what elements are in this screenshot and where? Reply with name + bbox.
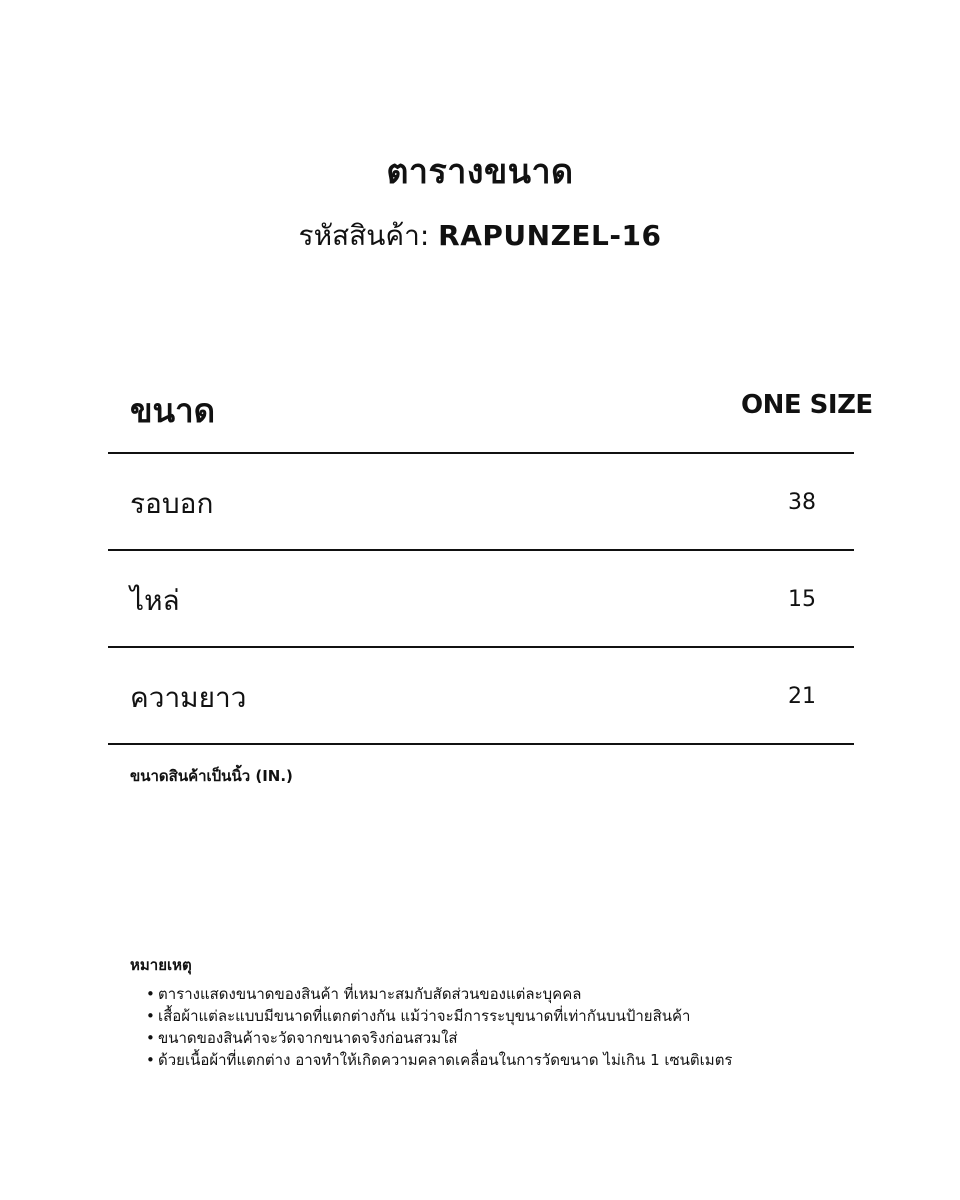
row-label: รอบอก [130,487,214,520]
bullet: • [146,1007,155,1025]
bullet: • [146,1029,155,1047]
remark-text: ด้วยเนื้อผ้าที่แตกต่าง อาจทำให้เกิดความคลาดเคลื่อนในการวัดขนาด ไม่เกิน 1 เซนติเมตร [158,1051,733,1069]
remark-text: ขนาดของสินค้าจะวัดจากขนาดจริงก่อนสวมใส่ [158,1029,458,1047]
product-code-value: RAPUNZEL-16 [438,219,662,252]
list-item [146,1049,910,1071]
size-table-header [108,380,873,454]
remarks-title: หมายเหตุ [130,956,192,974]
product-code-label: รหัสสินค้า: [298,219,439,252]
table-row-shoulder [108,551,854,648]
remarks-list [130,983,910,1071]
list-item [146,1027,910,1049]
list-item [146,983,910,1005]
table-row-chest [108,454,854,551]
remark-text: เสื้อผ้าแต่ละแบบมีขนาดที่แตกต่างกัน แม้ว่าจะมีการระบุขนาดที่เท่ากันบนป้ายสินค้า [158,1007,691,1025]
page-title: ตารางขนาด [386,152,574,192]
row-label: ความยาว [130,681,247,714]
row-value: 21 [788,684,816,709]
size-table [108,380,873,745]
one-size-column-header: ONE SIZE [741,390,873,420]
size-column-header: ขนาด [130,391,216,430]
row-value: 15 [788,587,816,612]
row-label: ไหล่ [130,584,180,617]
product-code [0,214,960,258]
unit-note: ขนาดสินค้าเป็นนิ้ว (IN.) [130,767,293,785]
remark-text: ตารางแสดงขนาดของสินค้า ที่เหมาะสมกับสัดส่วนของแต่ละบุคคล [158,985,582,1003]
bullet: • [146,1051,155,1069]
row-value: 38 [788,490,816,515]
list-item [146,1005,910,1027]
remarks-section [130,953,910,1071]
table-row-length [108,648,854,745]
bullet: • [146,985,155,1003]
